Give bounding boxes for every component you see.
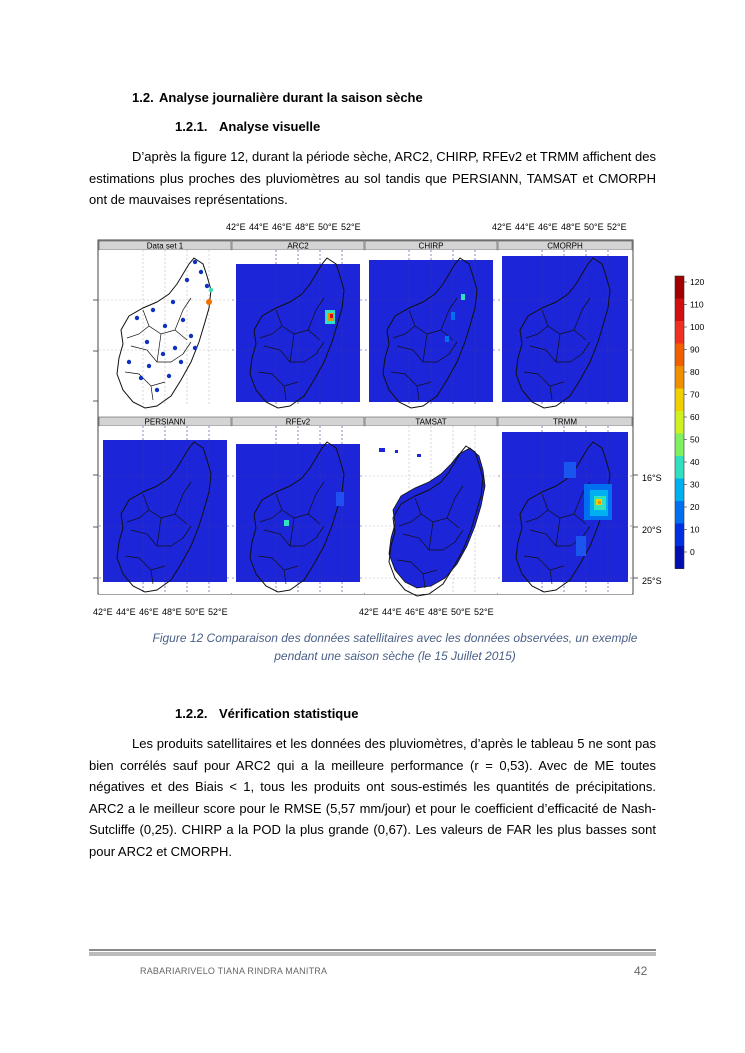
panel-chirp [365, 241, 497, 408]
panel-cmorph [498, 241, 632, 408]
subsection-heading-2 [175, 706, 358, 721]
page-number: 42 [634, 964, 648, 978]
tick-label: 42°E [226, 222, 246, 232]
panel-persiann [99, 417, 231, 594]
panel-grid [99, 241, 632, 596]
tick-label: 48°E [561, 222, 581, 232]
panel-title: CHIRP [418, 241, 444, 251]
lat-label: 25°S [642, 576, 662, 586]
colorbar [675, 276, 704, 569]
colorbar-label: 120 [690, 277, 705, 287]
colorbar-swatch [675, 276, 684, 299]
colorbar-label: 0 [690, 547, 695, 557]
panel-tamsat [365, 417, 497, 596]
tick-label: 48°E [295, 222, 315, 232]
subsection-heading-1 [175, 119, 320, 134]
tick-label: 42°E [359, 607, 379, 617]
figure-12 [89, 218, 705, 622]
panel-dataset1 [99, 241, 231, 408]
paragraph-1-text: D’après la figure 12, durant la période sèche, ARC2, CHIRP, RFEv2 et TRMM affichent des estimations plus proches des pluviomètres au sol tandis que PERSIANN, TAMSAT et CMORPH ont de mauvaises représentations. [89, 149, 656, 207]
subsection-number-2: 1.2.2. [175, 706, 208, 721]
subsection-title-2: Vérification statistique [219, 706, 359, 721]
tick-label: 52°E [474, 607, 494, 617]
panel-title: CMORPH [547, 241, 583, 251]
panel-title: TAMSAT [415, 417, 447, 427]
panel-rfev2 [232, 417, 364, 594]
colorbar-label: 10 [690, 524, 700, 535]
subsection-title-1: Analyse visuelle [219, 119, 321, 134]
panel-arc2 [232, 241, 364, 408]
tick-label: 44°E [249, 222, 269, 232]
colorbar-label: 110 [690, 299, 704, 310]
top-axis-right [492, 222, 627, 232]
paragraph-1 [89, 146, 656, 211]
top-axis-left [226, 222, 361, 232]
tick-label: 44°E [515, 222, 535, 232]
tick-label: 46°E [139, 607, 159, 617]
footer-rule [89, 949, 656, 951]
panel-title: Data set 1 [146, 241, 184, 251]
colorbar-swatch [675, 524, 684, 547]
tick-label: 52°E [341, 222, 361, 232]
tick-label: 42°E [93, 607, 113, 617]
footer-author: RABARIARIVELO TIANA RINDRA MANITRA [140, 966, 328, 976]
colorbar-swatch [675, 411, 684, 434]
colorbar-label: 50 [690, 434, 700, 445]
tick-label: 44°E [382, 607, 402, 617]
colorbar-label: 100 [690, 322, 705, 332]
section-title: Analyse journalière durant la saison sèche [159, 90, 423, 105]
lat-labels [642, 473, 662, 586]
section-heading [132, 90, 423, 105]
colorbar-swatch [675, 389, 684, 412]
tick-label: 48°E [428, 607, 448, 617]
panel-title: PERSIANN [144, 417, 186, 427]
tick-label: 46°E [405, 607, 425, 617]
caption-line-2: pendant une saison sèche (le 15 Juillet 2015) [274, 649, 516, 663]
colorbar-swatch [675, 479, 684, 502]
paragraph-2-text: Les produits satellitaires et les données des pluviomètres, d’après le tableau 5 ne sont pas bien corrélés sauf pour ARC2 qui a la meilleure performance (r = 0,53). Avec de ME toutes négatives et des Biais < 1, tous les produits ont sous-estimés les quantités de précipitations. ARC2 a le meilleur score pour le RMSE (5,57 mm/jour) et pour le coefficient d’efficacité de Nash-Sutcliffe (0,25). CHIRP a la POD la plus grande (0,67). Les valeurs de FAR les plus basses sont pour ARC2 et CMORPH. [89, 736, 656, 859]
colorbar-label: 30 [690, 479, 700, 490]
colorbar-swatch [675, 456, 684, 479]
bottom-axis-left [93, 607, 228, 617]
footer-rule-shadow [89, 952, 656, 956]
colorbar-label: 70 [690, 389, 700, 400]
paragraph-2 [89, 733, 656, 862]
lat-label: 16°S [642, 473, 662, 483]
caption-line-1: Figure 12 Comparaison des données satellitaires avec les données observées, un exemple [152, 631, 638, 645]
colorbar-swatch [675, 299, 684, 322]
bottom-axis-right [359, 607, 494, 617]
colorbar-label: 40 [690, 457, 700, 467]
subsection-number-1: 1.2.1. [175, 119, 208, 134]
panel-title: ARC2 [287, 241, 309, 251]
tick-label: 52°E [607, 222, 627, 232]
tick-label: 50°E [185, 607, 205, 617]
tick-label: 50°E [318, 222, 338, 232]
tick-label: 50°E [584, 222, 604, 232]
colorbar-label: 90 [690, 344, 700, 355]
colorbar-swatch [675, 501, 684, 524]
colorbar-label: 60 [690, 412, 700, 422]
colorbar-swatch [675, 344, 684, 367]
figure-caption [140, 629, 650, 665]
section-number: 1.2. [132, 90, 154, 105]
colorbar-swatch [675, 546, 684, 569]
colorbar-swatch [675, 321, 684, 344]
tick-label: 42°E [492, 222, 512, 232]
tick-label: 46°E [538, 222, 558, 232]
panel-trmm [498, 417, 632, 594]
colorbar-swatch [675, 434, 684, 457]
panel-title: TRMM [553, 417, 577, 427]
tick-label: 48°E [162, 607, 182, 617]
lat-label: 20°S [642, 525, 662, 535]
tick-label: 44°E [116, 607, 136, 617]
tick-label: 46°E [272, 222, 292, 232]
colorbar-swatch [675, 366, 684, 389]
panel-title: RFEv2 [285, 417, 311, 427]
tick-label: 50°E [451, 607, 471, 617]
tick-label: 52°E [208, 607, 228, 617]
colorbar-label: 20 [690, 502, 700, 512]
colorbar-label: 80 [690, 367, 700, 377]
